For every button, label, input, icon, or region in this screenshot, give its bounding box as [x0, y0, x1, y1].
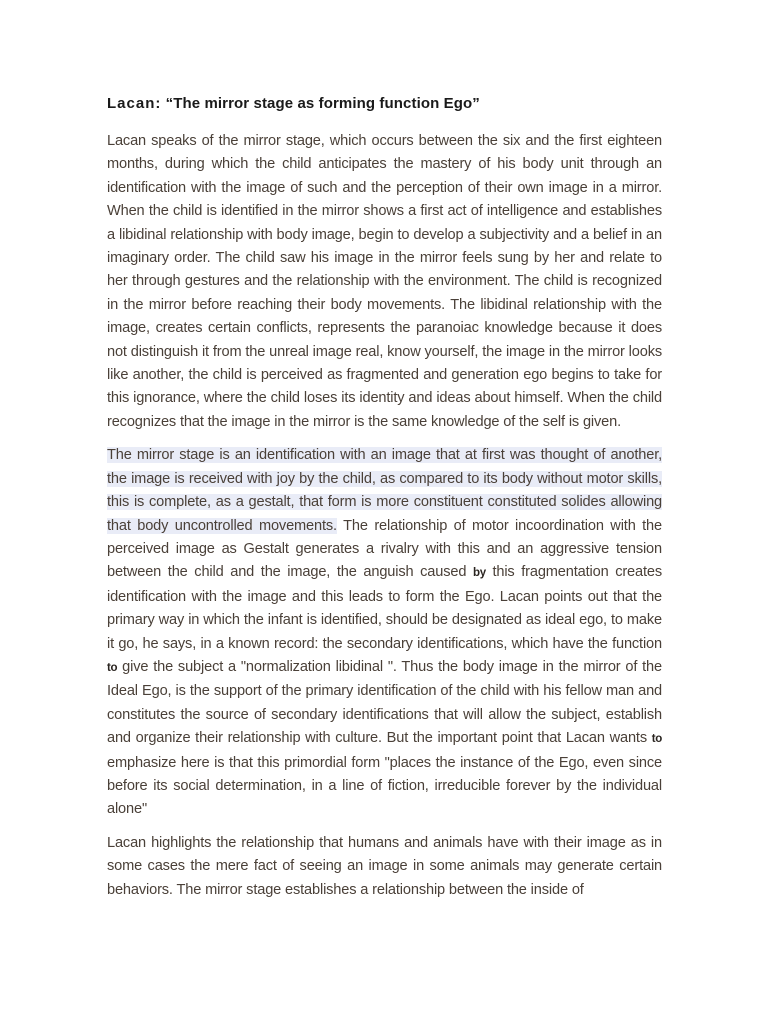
- paragraph-2: [107, 444, 662, 822]
- document-page: [107, 94, 662, 912]
- inline-word-to: to: [651, 733, 662, 746]
- document-title: [107, 94, 662, 114]
- paragraph-2-segment-4: emphasize here is that this primordial form "places the instance of the Ego, even since before its social determination, in a line of fiction, irreducible forever by the individual alone": [107, 754, 662, 818]
- inline-word-by: by: [472, 567, 486, 580]
- paragraph-2-segment-1: The relationship of motor incoordination with the perceived image as Gestalt generates a rivalry with this and an aggressive tension between the child and the image, the anguish caused: [107, 517, 662, 581]
- paragraph-1: Lacan speaks of the mirror stage, which occurs between the six and the first eighteen months, during which the child anticipates the mastery of his body unit through an identification with the image of such and the perception of their own image in a mirror. When the child is identified in the mirror shows a first act of intelligence and establishes a libidinal relationship with body image, begin to develop a subjectivity and a belief in an imaginary order. The child saw his image in the mirror feels sung by her and relate to her through gestures and the relationship with the environment. The child is recognized in the mirror before reaching their body movements. The libidinal relationship with the image, creates certain conflicts, represents the paranoiac knowledge because it does not distinguish it from the unreal image real, know yourself, the image in the mirror looks like another, the child is perceived as fragmented and generation ego begins to take for this ignorance, where the child loses its identity and ideas about himself. When the child recognizes that the image in the mirror is the same knowledge of the self is given.: [107, 133, 662, 430]
- paragraph-2-segment-2: this fragmentation creates identification with the image and this leads to form the Ego. Lacan points out that the primary way in which the infant is identified, should be designated as ideal ego, to make it go, he says, in a known record: the secondary identifications, which have the function: [107, 564, 663, 652]
- title-quote: “The mirror stage as forming function Ego”: [161, 95, 480, 112]
- paragraph-2-segment-3: give the subject a "normalization libidinal ". Thus the body image in the mirror of the Ideal Ego, is the support of the primary identification of the child with his fellow man and constitutes the source of secondary identifications that will allow the subject, establish and organize their relationship with culture. But the important point that Lacan wants: [107, 658, 662, 747]
- inline-word-to: to: [107, 661, 118, 674]
- highlighted-selection[interactable]: The mirror stage is an identification with an image that at first was thought of another, the image is received with joy by the child, as compared to its body without motor skills, this is complete, as a gestalt, that form is more constituent constituted solides allowing that body uncontrolled movements.: [107, 447, 662, 534]
- title-author: Lacan:: [107, 95, 162, 112]
- paragraph-3: Lacan highlights the relationship that humans and animals have with their image as in some cases the mere fact of seeing an image in some animals may generate certain behaviors. The mirror stage establishes a relationship between the inside of: [107, 834, 662, 898]
